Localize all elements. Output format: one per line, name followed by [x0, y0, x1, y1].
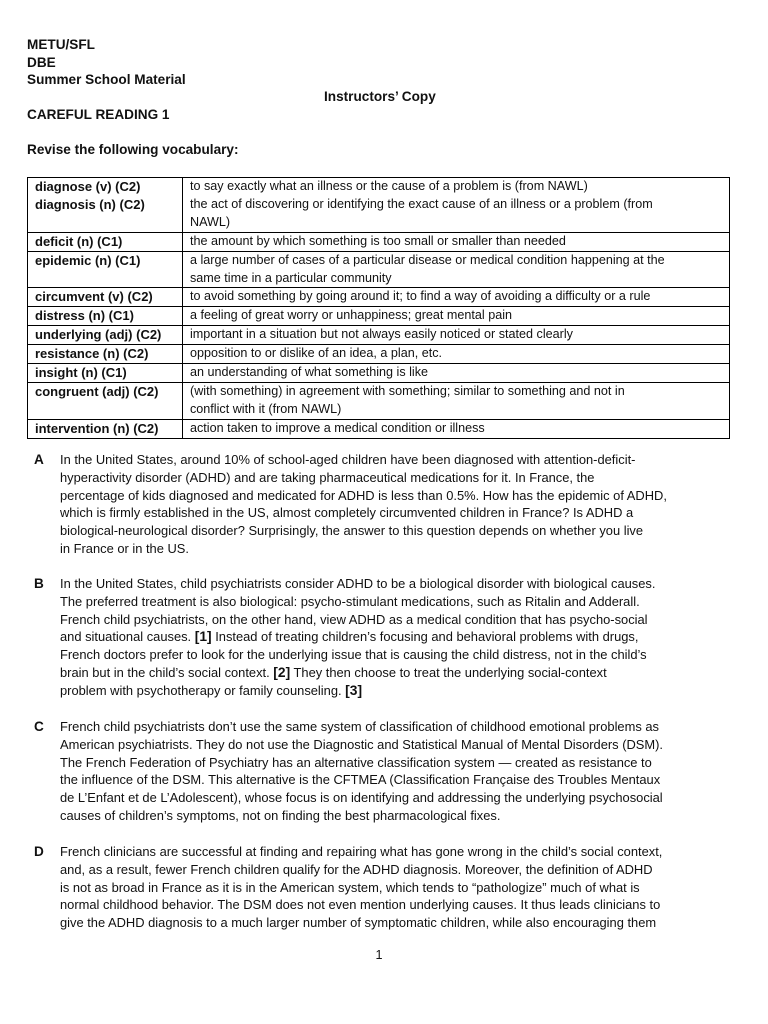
- header-line-department: DBE: [27, 54, 56, 70]
- vocab-definition: the amount by which something is too small or smaller than needed: [183, 232, 730, 251]
- paragraph-text: French child psychiatrists don’t use the same system of classification of childhood emotional problems as American psychiatrists. They do not use the Diagnostic and Statistical Manual of Mental Disorders (DSM). The French Federation of Psychiatry has an alternative classification system — created as resistance to the influence of the DSM. This alternative is the CFTMEA (Classification Française des Troubles Mentaux de L’Enfant et de L’Adolescent), whose focus is on identifying and addressing the underlying psychosocial causes of children’s symptoms, not on finding the best pharmacological fixes.: [60, 719, 664, 823]
- vocab-term: underlying (adj) (C2): [28, 326, 183, 345]
- paragraph-a: [34, 451, 734, 558]
- vocab-definition: action taken to improve a medical condition or illness: [183, 419, 730, 438]
- instructors-copy-label: Instructors’ Copy: [324, 89, 436, 104]
- reading-title: CAREFUL READING 1: [27, 107, 170, 122]
- gap-marker-1: [1]: [194, 629, 212, 645]
- document-header: [27, 36, 186, 89]
- vocab-term: intervention (n) (C2): [28, 419, 183, 438]
- vocab-term: circumvent (v) (C2): [28, 288, 183, 307]
- vocab-term: resistance (n) (C2): [28, 345, 183, 364]
- vocab-term: congruent (adj) (C2): [28, 382, 183, 419]
- vocab-definition: to say exactly what an illness or the cause of a problem is (from NAWL) the act of discovering or identifying the exact cause of an illness or a problem (from NAWL): [183, 178, 730, 233]
- vocabulary-table: [27, 177, 730, 439]
- paragraph-text: In the United States, around 10% of school-aged children have been diagnosed with attention-deficit- hyperactivity disorder (ADHD) and are taking pharmaceutical medications for it. In France, the percentage of kids diagnosed and medicated for ADHD is less than 0.5%. How has the epidemic of ADHD, which is firmly established in the US, almost completely circumvented children in France? Is ADHD a biological-neurological disorder? Surprisingly, the answer to this question depends on whether you live in France or in the US.: [60, 452, 667, 556]
- vocab-row: [28, 232, 730, 251]
- vocab-term: diagnose (v) (C2) diagnosis (n) (C2): [28, 178, 183, 233]
- gap-marker-2: [2]: [273, 664, 291, 680]
- vocab-term: epidemic (n) (C1): [28, 251, 183, 288]
- vocabulary-instruction: Revise the following vocabulary:: [27, 142, 239, 157]
- paragraph-letter: B: [34, 576, 44, 591]
- vocab-row: [28, 307, 730, 326]
- vocab-row: [28, 288, 730, 307]
- header-line-material: Summer School Material: [27, 72, 186, 87]
- paragraph-b: [34, 575, 734, 700]
- paragraph-c: [34, 718, 734, 825]
- vocab-definition: opposition to or dislike of an idea, a plan, etc.: [183, 345, 730, 364]
- vocab-row: [28, 382, 730, 419]
- paragraph-letter: C: [34, 719, 44, 734]
- vocab-row: [28, 251, 730, 288]
- vocab-definition: (with something) in agreement with something; similar to something and not in conflict with it (from NAWL): [183, 382, 730, 419]
- vocab-term: deficit (n) (C1): [28, 232, 183, 251]
- vocab-definition: a feeling of great worry or unhappiness; great mental pain: [183, 307, 730, 326]
- vocab-term: insight (n) (C1): [28, 364, 183, 383]
- vocab-term: distress (n) (C1): [28, 307, 183, 326]
- gap-marker-3: [3]: [345, 682, 363, 698]
- paragraph-text: French clinicians are successful at finding and repairing what has gone wrong in the child’s social context, and, as a result, fewer French children qualify for the ADHD diagnosis. Moreover, the definition of ADHD is not as broad in France as it is in the American system, which tends to “pathologize” much of what is normal childhood behavior. The DSM does not even mention underlying causes. It thus leads clinicians to give the ADHD diagnosis to a much larger number of symptomatic children, while also encouraging them: [60, 844, 663, 931]
- vocab-row: [28, 345, 730, 364]
- paragraph-d: [34, 843, 734, 932]
- vocab-row: [28, 364, 730, 383]
- vocab-definition: an understanding of what something is like: [183, 364, 730, 383]
- paragraph-text: In the United States, child psychiatrists consider ADHD to be a biological disorder with biological causes. The preferred treatment is also biological: psycho-stimulant medications, such as Ritalin and Adderall. French child psychiatrists, on the other hand, view ADHD as a medical condition that has psycho-social and situational causes. [1] Instead of treating children’s focusing and behavioral problems with drugs, French doctors prefer to look for the underlying issue that is causing the child distress, not in the child’s brain but in the child’s social context. [2] They then choose to treat the underlying social-context problem with psychotherapy or family counseling. [3]: [60, 576, 656, 698]
- paragraph-letter: D: [34, 844, 44, 859]
- vocab-row: [28, 326, 730, 345]
- vocab-definition: important in a situation but not always easily noticed or stated clearly: [183, 326, 730, 345]
- paragraph-letter: A: [34, 452, 44, 467]
- header-line-institution: METU/SFL: [27, 37, 95, 52]
- page-number: 1: [375, 948, 383, 962]
- vocab-row: [28, 178, 730, 233]
- vocab-definition: to avoid something by going around it; to find a way of avoiding a difficulty or a rule: [183, 288, 730, 307]
- vocab-row: [28, 419, 730, 438]
- vocab-definition: a large number of cases of a particular disease or medical condition happening at the same time in a particular community: [183, 251, 730, 288]
